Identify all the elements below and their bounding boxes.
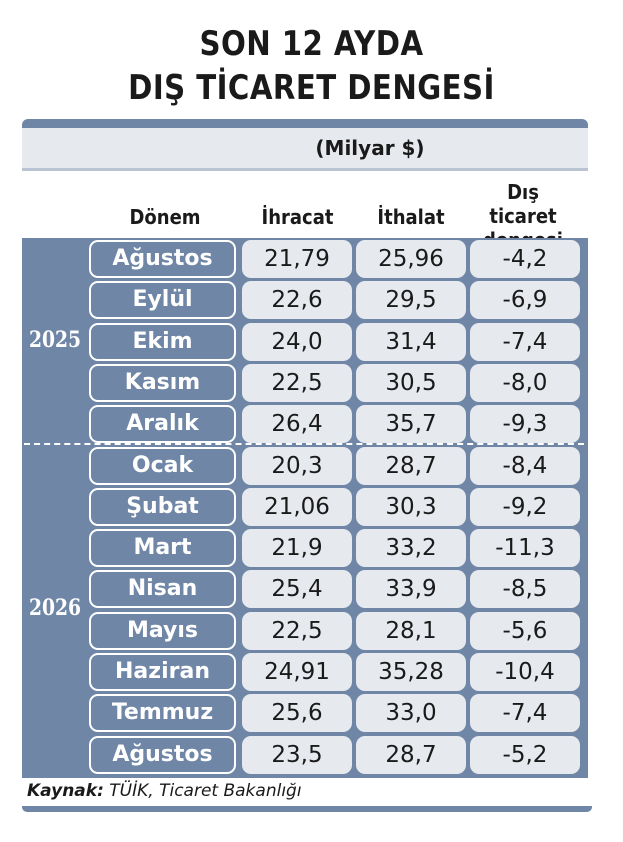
denge-cell: -10,4: [470, 653, 580, 691]
ihracat-cell: 20,3: [242, 447, 352, 485]
year-label: 2026: [28, 595, 82, 622]
ithalat-cell: 29,5: [356, 281, 466, 319]
table-row: [88, 529, 584, 567]
month-cell: Ağustos: [89, 736, 236, 774]
ithalat-cell: 35,7: [356, 405, 466, 443]
denge-cell: -5,2: [470, 736, 580, 774]
month-cell: Eylül: [89, 281, 236, 319]
band-shadow: [22, 168, 588, 171]
ihracat-cell: 21,06: [242, 488, 352, 526]
denge-cell: -5,6: [470, 612, 580, 650]
month-cell: Kasım: [89, 364, 236, 402]
chart-title-line1: SON 12 AYDA: [199, 24, 424, 64]
table-row: [88, 281, 584, 319]
denge-cell: -9,3: [470, 405, 580, 443]
source-text: TÜİK, Ticaret Bakanlığı: [103, 781, 302, 801]
ihracat-cell: 22,6: [242, 281, 352, 319]
ihracat-cell: 25,6: [242, 694, 352, 732]
table-row: [88, 323, 584, 361]
month-cell: Ağustos: [89, 240, 236, 278]
denge-cell: -6,9: [470, 281, 580, 319]
ithalat-cell: 33,2: [356, 529, 466, 567]
denge-cell: -7,4: [470, 694, 580, 732]
unit-label: (Milyar $): [315, 136, 425, 160]
denge-cell: -8,0: [470, 364, 580, 402]
table-row: [88, 694, 584, 732]
month-cell: Nisan: [89, 570, 236, 608]
denge-cell: -8,4: [470, 447, 580, 485]
denge-cell: -7,4: [470, 323, 580, 361]
ihracat-cell: 24,91: [242, 653, 352, 691]
ihracat-cell: 21,79: [242, 240, 352, 278]
ihracat-cell: 24,0: [242, 323, 352, 361]
ihracat-cell: 22,5: [242, 612, 352, 650]
table-row: [88, 488, 584, 526]
table-row: [88, 405, 584, 443]
source-note: [27, 781, 302, 801]
ihracat-cell: 25,4: [242, 570, 352, 608]
ithalat-cell: 33,9: [356, 570, 466, 608]
ithalat-cell: 30,3: [356, 488, 466, 526]
month-cell: Şubat: [89, 488, 236, 526]
month-cell: Ocak: [89, 447, 236, 485]
month-cell: Ekim: [89, 323, 236, 361]
month-cell: Mart: [89, 529, 236, 567]
month-cell: Haziran: [89, 653, 236, 691]
table-top-bar: [22, 119, 588, 128]
year-label: 2025: [28, 326, 82, 353]
table-row: [88, 447, 584, 485]
denge-cell: -9,2: [470, 488, 580, 526]
ithalat-cell: 35,28: [356, 653, 466, 691]
table-row: [88, 653, 584, 691]
footer-bar: [22, 806, 592, 812]
ihracat-cell: 21,9: [242, 529, 352, 567]
table-row: [88, 612, 584, 650]
year-divider: [24, 443, 584, 445]
ithalat-cell: 28,7: [356, 736, 466, 774]
ithalat-cell: 28,7: [356, 447, 466, 485]
ihracat-cell: 26,4: [242, 405, 352, 443]
header-donem: Dönem: [129, 205, 201, 229]
ihracat-cell: 22,5: [242, 364, 352, 402]
ithalat-cell: 30,5: [356, 364, 466, 402]
ithalat-cell: 33,0: [356, 694, 466, 732]
month-cell: Mayıs: [89, 612, 236, 650]
ithalat-cell: 31,4: [356, 323, 466, 361]
denge-cell: -8,5: [470, 570, 580, 608]
table-row: [88, 240, 584, 278]
month-cell: Aralık: [89, 405, 236, 443]
ithalat-cell: 25,96: [356, 240, 466, 278]
denge-cell: -4,2: [470, 240, 580, 278]
ithalat-cell: 28,1: [356, 612, 466, 650]
table-row: [88, 364, 584, 402]
denge-cell: -11,3: [470, 529, 580, 567]
header-denge-line1: Dış ticaret: [489, 180, 557, 228]
ihracat-cell: 23,5: [242, 736, 352, 774]
header-ihracat: İhracat: [261, 205, 334, 229]
table-row: [88, 736, 584, 774]
chart-title-line2: DIŞ TİCARET DENGESİ: [128, 68, 495, 108]
month-cell: Temmuz: [89, 694, 236, 732]
table-row: [88, 570, 584, 608]
source-label: Kaynak:: [27, 781, 104, 801]
header-ithalat: İthalat: [377, 205, 445, 229]
